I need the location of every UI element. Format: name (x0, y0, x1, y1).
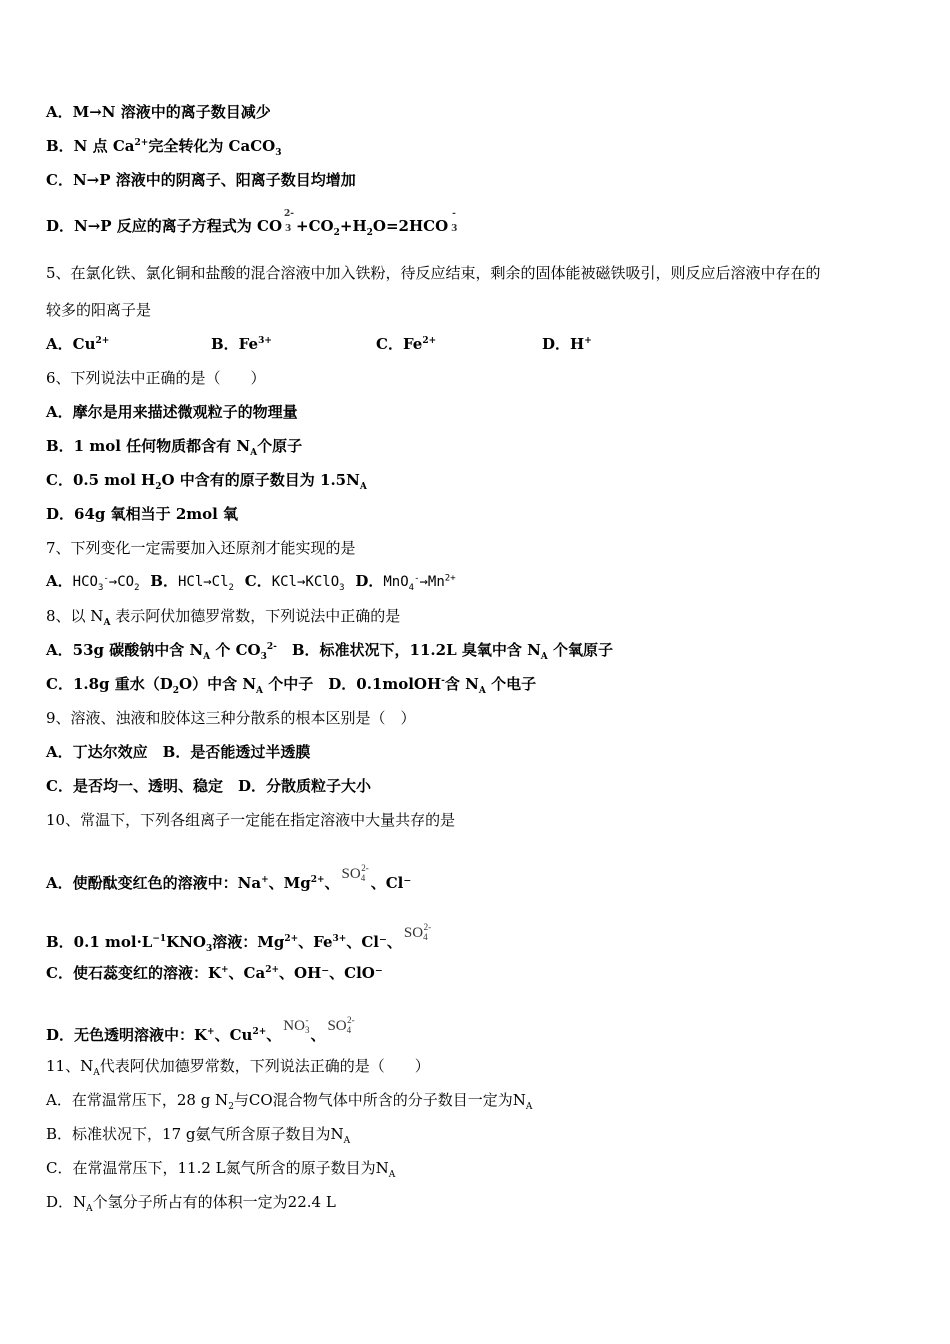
q11-option-c (46, 1158, 395, 1178)
q8-a-text: A．53g 碳酸钠中含 N (46, 641, 204, 659)
q11-a-text: A．在常温常压下，28 g N (46, 1091, 229, 1109)
q10-d-ion-so-sup: 2- (347, 1015, 355, 1025)
q7-b-s1: 2 (228, 582, 234, 593)
q8-c-sub2: A (256, 686, 264, 696)
q5-option-c (376, 334, 436, 354)
q10-option-c (46, 963, 383, 983)
q6-c-sub: 2 (155, 482, 162, 492)
q10-stem: 10、常温下，下列各组离子一定能在指定溶液中大量共存的是 (46, 811, 456, 829)
q8-stem-text: 8、以 N (46, 607, 104, 625)
q10-d-ion-no: NO (283, 1018, 305, 1034)
q7-stem: 7、下列变化一定需要加入还原剂才能实现的是 (46, 539, 356, 557)
q10-d-m1: 、Cu (214, 1026, 253, 1044)
q10-d-ion-so-sub: 4 (346, 1025, 352, 1035)
q5-stem-line2: 较多的阳离子是 (46, 301, 152, 319)
q10-b-s3: 3+ (332, 934, 347, 944)
q7-b-f1: HCl→Cl (177, 574, 229, 590)
q7-b-label: B． (150, 572, 178, 590)
q8-a-sup: 2- (266, 642, 277, 652)
q4-d-mid2: +H (339, 217, 367, 235)
q4-b-mid: 完全转化为 CaCO (148, 137, 276, 155)
q7-d-sp2: 2+ (444, 573, 456, 584)
q10-b-ion-sub: 4 (423, 932, 428, 942)
q10-b-m3: 、Fe (298, 933, 333, 951)
q6-option-b (46, 436, 302, 456)
q10-d-ion-no-sup: - (305, 1015, 309, 1025)
q11-c-text: C．在常温常压下，11.2 L氮气所含的原子数目为N (46, 1159, 389, 1177)
q6-stem: 6、下列说法中正确的是（ ） (46, 369, 266, 387)
q6-c-mid: O 中含有的原子数目为 1.5N (161, 471, 360, 489)
q4-d-sub4: 3 (451, 224, 458, 234)
q7-a-formula (72, 573, 140, 593)
q5-d-text: D．H (542, 335, 585, 353)
q7-a-f2: →CO (108, 574, 135, 590)
q4-d-sup2: - (452, 209, 456, 219)
q6-b-sub: A (250, 448, 258, 458)
q5-b-sup: 3+ (258, 336, 272, 346)
q4-d-sub3: 2 (366, 228, 373, 238)
q7-a-f1: HCO (72, 574, 98, 590)
q11-option-a (46, 1090, 532, 1110)
q5-option-d (542, 334, 592, 354)
q8-a-sub2: 3 (260, 652, 267, 662)
q10-c-s1: + (220, 965, 229, 975)
q11-c-sub: A (388, 1170, 396, 1180)
q7-a-sp1: - (103, 573, 109, 584)
q10-c-s2: 2+ (265, 965, 280, 975)
q10-d-m3: 、 (310, 1026, 326, 1044)
q11-stem (46, 1056, 430, 1076)
q10-b-text: B．0.1 mol·L (46, 933, 153, 951)
q10-b-s2: 2+ (284, 934, 299, 944)
q7-c-label: C． (244, 572, 272, 590)
q8-options-ab (46, 640, 613, 660)
q4-d-sub1: 3 (285, 224, 292, 234)
q10-d-sulfate-ion (327, 1010, 354, 1040)
q7-c-s1: 3 (339, 582, 345, 593)
q8-stem-sub: A (103, 618, 111, 628)
q10-b-ion-so: SO (403, 925, 424, 941)
q10-a-m2: 、 (324, 874, 340, 892)
q11-d-sub: A (86, 1204, 93, 1214)
q10-b-sulfate-ion (404, 917, 431, 947)
q10-b-m4: 、Cl⁻、 (346, 933, 402, 951)
q6-option-d: D．64g 氧相当于 2mol 氧 (46, 505, 239, 523)
q8-b-sub: A (540, 652, 548, 662)
q10-option-b (46, 917, 433, 952)
q5-option-a (46, 334, 109, 354)
q6-c-sub2: A (359, 482, 367, 492)
q6-option-a: A．摩尔是用来描述微观粒子的物理量 (46, 403, 298, 421)
q8-c-text: C．1.8g 重水（D (46, 675, 173, 693)
q7-d-formula (383, 573, 456, 593)
q7-c-f1: KCl→KClO (271, 574, 340, 590)
q11-d-text: D．N (46, 1193, 87, 1211)
q10-d-m2: 、 (266, 1026, 282, 1044)
q10-a-end: 、Cl⁻ (370, 874, 412, 892)
q4-d-mid: +CO (296, 217, 334, 235)
q10-a-s1: + (261, 875, 269, 885)
q4-b-sup: 2+ (134, 138, 149, 148)
q10-a-ion-sup: 2- (361, 863, 369, 873)
q5-stem-line1: 5、在氯化铁、氯化铜和盐酸的混合溶液中加入铁粉，待反应结束，剩余的固体能被磁铁吸引，则反应后溶液中存在的 (46, 264, 821, 282)
q6-c-text: C．0.5 mol H (46, 471, 156, 489)
q11-a-sub: 2 (228, 1102, 234, 1112)
q10-b-ion-sup: 2- (423, 922, 432, 932)
q7-a-s1: 3 (97, 582, 104, 593)
q10-c-m1: 、Ca (228, 964, 266, 982)
q11-option-d (46, 1192, 336, 1212)
q6-option-c (46, 470, 367, 490)
q10-d-s2: 2+ (252, 1027, 267, 1037)
q7-d-f1: MnO (383, 574, 409, 590)
q11-stem-text: 11、N (46, 1057, 94, 1075)
q5-b-text: B．Fe (211, 335, 259, 353)
q10-a-sulfate-ion (342, 858, 369, 888)
q10-d-ion-no-sub: 3 (304, 1025, 310, 1035)
q4-d-sub2: 2 (333, 228, 340, 238)
q5-a-sup: 2+ (95, 336, 110, 346)
q9-stem: 9、溶液、浊液和胶体这三种分散系的根本区别是（ ） (46, 709, 416, 727)
q8-d-text: D．0.1molOH (313, 675, 442, 693)
q8-a-sub: A (203, 652, 211, 662)
q11-a-mid: 与CO混合物气体中所含的分子数目一定为N (233, 1091, 526, 1109)
q11-b-text: B．标准状况下，17 g氨气所含原子数目为N (46, 1125, 344, 1143)
q11-d-end: 个氢分子所占有的体积一定为22.4 L (92, 1193, 336, 1211)
q10-c-text: C．使石蕊变红的溶液：K (46, 964, 221, 982)
q8-c-end: 个中子 (263, 675, 314, 693)
q7-options (46, 571, 456, 592)
q4-b-sub: 3 (275, 148, 282, 158)
q10-b-s1: −1 (152, 934, 167, 944)
q6-b-end: 个原子 (257, 437, 303, 455)
q8-stem-end: 表示阿伏加德罗常数，下列说法中正确的是 (110, 607, 401, 625)
q7-b-formula (177, 574, 234, 593)
q7-d-f2: →Mn (419, 574, 445, 590)
q4-d-sup1: 2- (284, 209, 295, 219)
q8-d-sub: A (478, 686, 486, 696)
q10-d-s1: + (207, 1027, 215, 1037)
q4-option-b (46, 136, 281, 156)
q7-d-label: D． (355, 572, 384, 590)
q9-options-cd: C．是否均一、透明、稳定 D．分散质粒子大小 (46, 777, 371, 795)
q4-b-text: B．N 点 Ca (46, 137, 135, 155)
q11-a-sub2: A (525, 1102, 533, 1112)
q8-a-mid: 个 CO (210, 641, 261, 659)
q8-stem (46, 606, 400, 626)
q9-options-ab: A．丁达尔效应 B．是否能透过半透膜 (46, 743, 311, 761)
q7-c-formula (271, 574, 345, 593)
q8-c-mid: O）中含 N (179, 675, 257, 693)
q4-option-a: A．M→N 溶液中的离子数目减少 (46, 103, 271, 121)
q11-stem-sub: A (93, 1068, 100, 1078)
q10-d-ion-so: SO (327, 1018, 347, 1034)
q4-option-c: C．N→P 溶液中的阴离子、阳离子数目均增加 (46, 171, 356, 189)
q10-d-nitrate-ion (283, 1010, 308, 1040)
q8-options-cd (46, 674, 536, 694)
q11-option-b (46, 1124, 350, 1144)
q10-a-s2: 2+ (310, 875, 325, 885)
q10-option-a (46, 858, 411, 893)
q11-b-sub: A (343, 1136, 351, 1146)
q10-c-end: 、OH⁻、ClO⁻ (279, 964, 383, 982)
q7-a-label: A． (46, 572, 73, 590)
q6-b-text: B．1 mol 任何物质都含有 N (46, 437, 251, 455)
q7-d-s1: 4 (408, 582, 415, 593)
q5-d-sup: + (584, 336, 592, 346)
q4-d-end: O=2HCO (372, 217, 449, 235)
q8-b-end: 个氧原子 (547, 641, 614, 659)
q8-d-mid: 含 N (444, 675, 479, 693)
q10-a-ion-so: SO (341, 866, 361, 882)
q11-stem-end: 代表阿伏加德罗常数，下列说法正确的是（ ） (99, 1057, 430, 1075)
q10-b-m1: KNO (166, 933, 206, 951)
q8-b-text: B．标准状况下，11.2L 臭氧中含 N (276, 641, 541, 659)
q10-d-text: D．无色透明溶液中：K (46, 1026, 208, 1044)
q8-d-end: 个电子 (485, 675, 537, 693)
q8-c-sub: 2 (172, 686, 180, 696)
q8-d-sup: - (441, 676, 445, 686)
q5-a-text: A．Cu (46, 335, 96, 353)
q4-d-text: D．N→P 反应的离子方程式为 CO (46, 217, 283, 235)
q10-a-text: A．使酚酞变红色的溶液中：Na (46, 874, 262, 892)
q5-c-sup: 2+ (422, 336, 437, 346)
q10-b-sub: 3 (205, 944, 213, 954)
q7-a-s2: 2 (134, 582, 140, 593)
q7-d-sp1: - (414, 573, 420, 584)
q5-c-text: C．Fe (376, 335, 423, 353)
q10-a-m1: 、Mg (268, 874, 311, 892)
q5-option-b (211, 334, 272, 354)
q10-b-m2: 溶液：Mg (212, 933, 285, 951)
q10-option-d (46, 1010, 357, 1045)
q10-a-ion-sub: 4 (360, 873, 366, 883)
q4-option-d (46, 209, 458, 238)
